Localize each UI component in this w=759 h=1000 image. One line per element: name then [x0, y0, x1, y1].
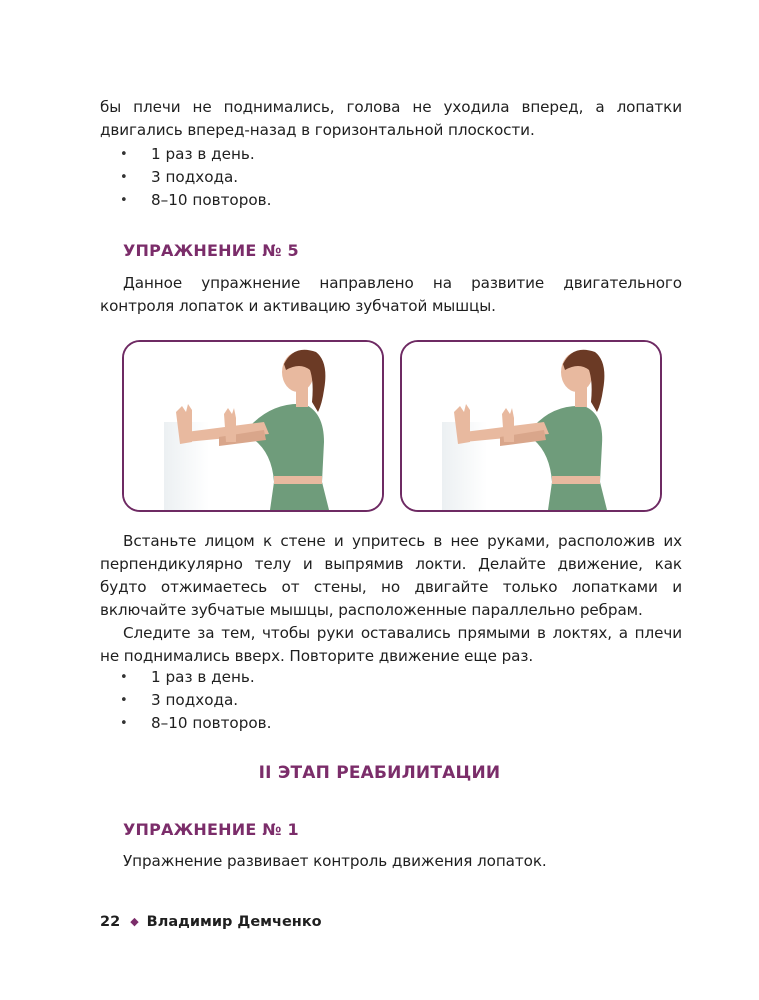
bullet-icon: • — [120, 147, 128, 162]
page-footer — [100, 914, 322, 930]
list-item: • 3 подхода. — [100, 166, 271, 189]
exercise-photo-start — [122, 340, 384, 512]
bullet-icon: • — [120, 193, 128, 208]
bullet-icon: • — [120, 716, 128, 731]
list-item: • 8–10 повторов. — [100, 712, 271, 735]
woman-wall-push-illustration — [402, 342, 660, 510]
bullet-list-1 — [100, 143, 271, 212]
list-item: • 3 подхода. — [100, 689, 271, 712]
author-name: Владимир Демченко — [146, 914, 322, 930]
exercise-photo-end — [400, 340, 662, 512]
exercise-5-description: Данное упражнение направлено на развитие двигательного контроля лопаток и активацию зубчатой мышцы. — [100, 274, 682, 315]
exercise-5-heading: УПРАЖНЕНИЕ № 5 — [123, 241, 299, 260]
stage-heading: II ЭТАП РЕАБИЛИТАЦИИ — [258, 763, 501, 783]
bullet-list-2 — [100, 666, 271, 735]
bullet-icon: • — [120, 693, 128, 708]
exercise-1-heading: УПРАЖНЕНИЕ № 1 — [123, 820, 299, 839]
exercise-1-description: Упражнение развивает контроль движения лопаток. — [123, 852, 547, 870]
instructions-paragraph-1: Встаньте лицом к стене и упритесь в нее руками, расположив их перпендикулярно телу и выпрямив локти. Делайте движение, как будто отжимаетесь от стены, но двигайте только лопатками и включайте зубчатые мышцы, расположенные параллельно ребрам. — [100, 532, 682, 619]
page-number: 22 — [100, 914, 121, 930]
instructions-paragraph-2: Следите за тем, чтобы руки оставались прямыми в локтях, а плечи не поднимались вверх. Повторите движение еще раз. — [100, 624, 682, 665]
diamond-icon: ◆ — [130, 915, 139, 928]
list-item: • 1 раз в день. — [100, 666, 271, 689]
list-item: • 1 раз в день. — [100, 143, 271, 166]
list-item: • 8–10 повторов. — [100, 189, 271, 212]
bullet-icon: • — [120, 170, 128, 185]
intro-paragraph: бы плечи не поднимались, голова не уходила вперед, а лопатки двигались вперед-назад в горизонтальной плоскости. — [100, 98, 682, 139]
bullet-icon: • — [120, 670, 128, 685]
woman-wall-push-illustration — [124, 342, 382, 510]
